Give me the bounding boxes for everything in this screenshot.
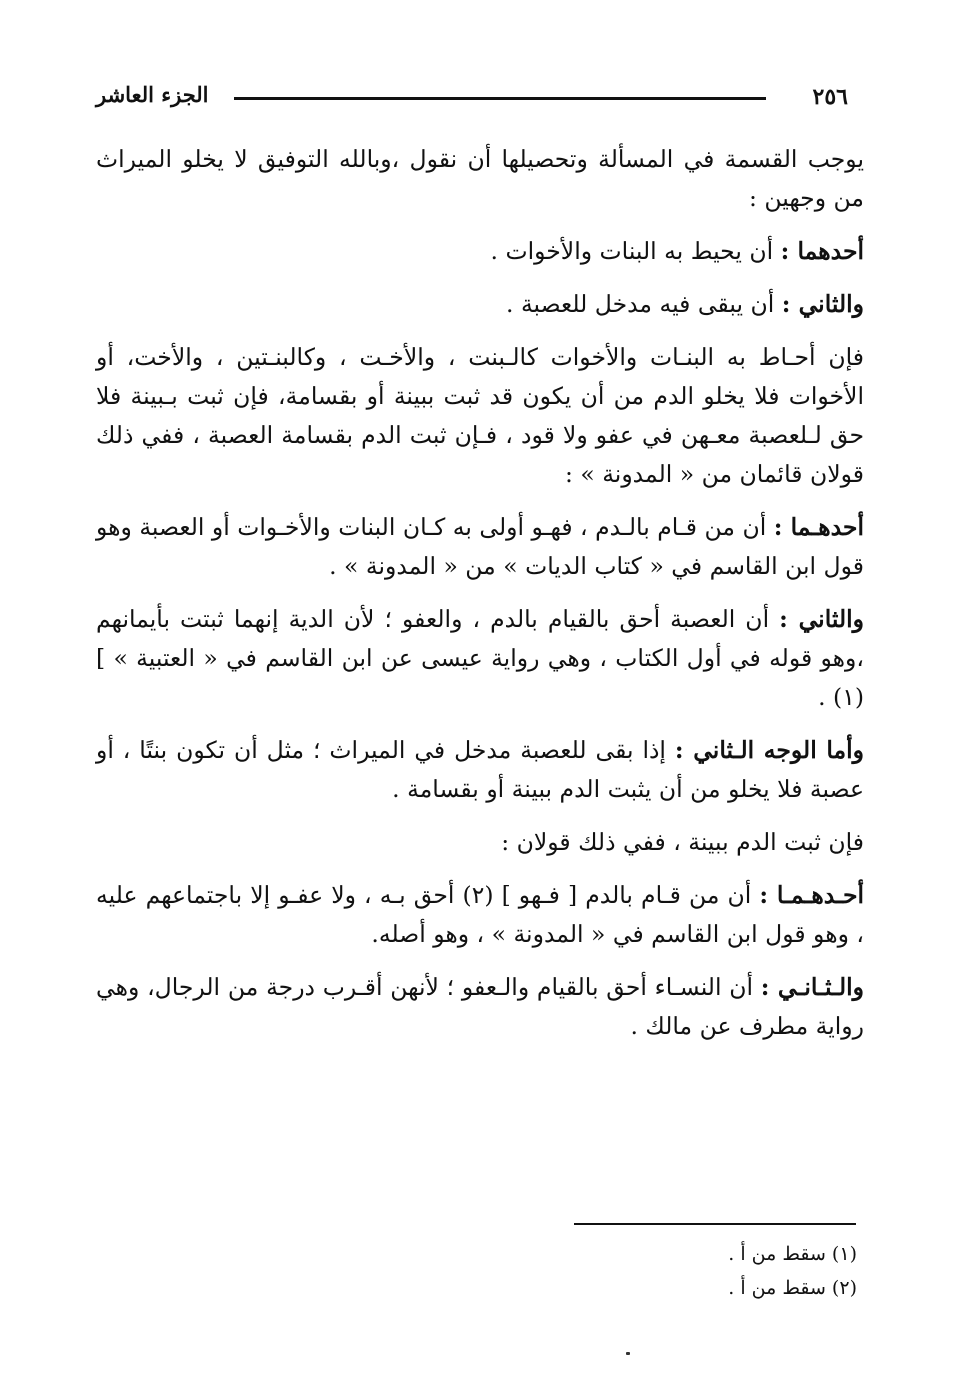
footnote: (١) سقط من أ . bbox=[728, 1243, 857, 1265]
running-title: الجزء العاشر bbox=[96, 82, 209, 107]
paragraph: والثاني : أن يبقى فيه مدخل للعصبة . bbox=[506, 290, 864, 318]
footnote-rule bbox=[574, 1223, 856, 1225]
body-text bbox=[96, 140, 864, 1060]
footnote: (٢) سقط من أ . bbox=[728, 1277, 857, 1299]
paragraph: يوجب القسمة في المسألة وتحصيلها أن نقول ،وبالله التوفيق لا يخلو الميراث من وجهين : bbox=[96, 145, 864, 212]
paragraph: وأما الوجه الـثاني : إذا بقى للعصبة مدخل في الميراث ؛ مثل أن تكون بنتًا ، أو عصبة فلا يخلو من أن يثبت الدم ببينة أو بقسامة . bbox=[96, 736, 864, 803]
footnotes bbox=[457, 1237, 857, 1305]
page-header bbox=[96, 78, 848, 114]
page-number: ٢٥٦ bbox=[812, 84, 848, 110]
paragraph: والـثـانـي : أن النسـاء أحق بالقيام والـعفو ؛ لأنهن أقـرب درجة من الرجال، وهي رواية مطرف عن مالك . bbox=[96, 973, 864, 1040]
paragraph: فإن أحـاط به البنـات والأخوات كالـبنت ، والأخـت ، وكالبنـتين ، والأخت، أو الأخوات فلا يخلو الدم من أن يكون قد ثبت ببينة أو بقسامة، فإن ثبت بـبينة فلا حق لـلعصبة معـهن في عفو ولا قود ، فـإن ثبت الدم بقسامة العصبة ، ففي ذلك قولان قائمان من « المدونة » : bbox=[96, 343, 864, 488]
paragraph: أحدهما : أن يحيط به البنات والأخوات . bbox=[490, 237, 864, 265]
print-speck bbox=[626, 1352, 630, 1355]
header-rule bbox=[234, 97, 766, 100]
paragraph: والثاني : أن العصبة أحق بالقيام بالدم ، والعفو ؛ لأن الدية إنهما ثبتت بأيمانهم ،وهو قوله في أول الكتاب ، وهي رواية عيسى عن ابن القاسم في « العتبية » ] (١) . bbox=[96, 605, 865, 711]
paragraph: فإن ثبت الدم ببينة ، ففي ذلك قولان : bbox=[501, 828, 864, 856]
paragraph: أحدهـما : أن من قـام بالـدم ، فهـو أولى به كـان البنات والأخـوات أو العصبة وهو قول ابن القاسم في « كتاب الديات » من « المدونة » . bbox=[95, 513, 864, 580]
paragraph: أحـدهـمـا : أن من قـام بالدم [ فـهو ] (٢) أحق بـه ، ولا عفـو إلا باجتماعهم عليه ، وهو قول ابن القاسم في « المدونة » ، وهو أصله. bbox=[96, 881, 865, 948]
